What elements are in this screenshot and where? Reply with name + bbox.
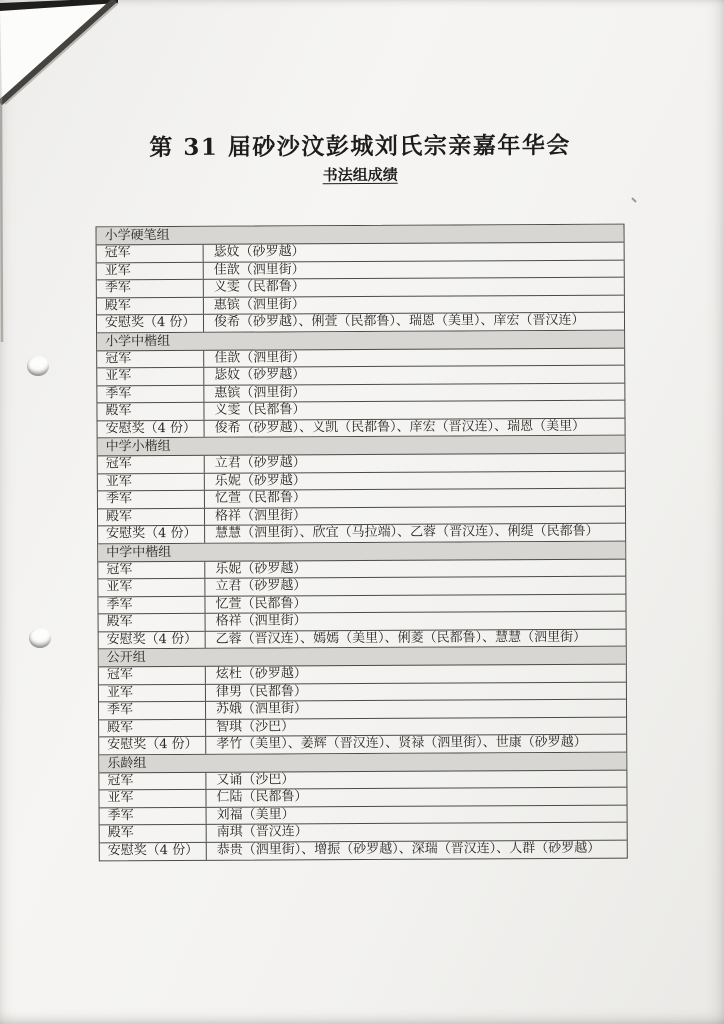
- rank-label: 殿军: [97, 403, 204, 420]
- winner-names: 南琪（晋汉连）: [216, 824, 308, 840]
- winner-names: 苏娥（泗里街）: [215, 701, 308, 717]
- winner-names: 智琪（沙巴）: [216, 718, 295, 735]
- rank-label: 亚军: [99, 684, 206, 701]
- rank-label: 冠军: [97, 350, 204, 367]
- winner-names: 立君（砂罗越）: [215, 578, 307, 594]
- winner-names: 俊希（砂罗越）、俐萱（民都鲁）、瑞恩（美里）、庠宏（晋汉连）: [213, 312, 585, 330]
- winner-names: 俊希（砂罗越）、义凯（民都鲁）、庠宏（晋汉连）、瑞恩（美里）: [214, 418, 586, 436]
- winner-names: 惠镔（泗里街）: [213, 296, 305, 313]
- winner-names: 格祥（泗里街）: [214, 507, 307, 524]
- rank-label: 殿军: [97, 297, 204, 314]
- rank-label: 冠军: [98, 456, 205, 473]
- winner-names: 义雯（民都鲁）: [213, 279, 305, 295]
- winner-names: 刘福（美里）: [216, 806, 295, 823]
- group-name: 小学硬笔组: [104, 228, 170, 244]
- results-table: [99, 752, 627, 860]
- rank-label: 亚军: [99, 790, 206, 807]
- winner-names: 义雯（民都鲁）: [214, 402, 306, 418]
- rank-label: 亚军: [98, 473, 205, 490]
- page-title: 第 31 届砂沙汶彭城刘氏宗亲嘉年华会: [149, 131, 571, 162]
- winner-names: 炫杜（砂罗越）: [215, 666, 307, 682]
- winner-names: 毖妏（砂罗越）: [214, 367, 306, 383]
- winner-names: 乐妮（砂罗越）: [215, 560, 307, 577]
- winner-names: 忆萱（民都鲁）: [215, 595, 307, 612]
- results-table: [98, 436, 626, 544]
- group-name: 公开组: [106, 650, 146, 666]
- winner-names: 毖妏（砂罗越）: [213, 244, 305, 260]
- rank-label: 安慰奖（4 份）: [97, 315, 204, 332]
- winner-names: 忆萱（民都鲁）: [214, 490, 306, 506]
- winner-names: 恭贵（泗里街）、增振（砂罗越）、深瑞（晋汉连）、人群（砂罗越）: [216, 840, 601, 858]
- rank-label: 季军: [97, 280, 204, 297]
- rank-label: 殿军: [99, 614, 206, 631]
- rank-label: 季军: [98, 491, 205, 508]
- winner-names: 佳歆（泗里街）: [213, 261, 305, 278]
- group-name: 乐龄组: [107, 755, 147, 771]
- winner-names: 仁陆（民都鲁）: [216, 789, 308, 805]
- winner-names: 乙蓉（晋汉连）、嫣嫣（美里）、俐菱（民都鲁）、慧慧（泗里街）: [215, 629, 587, 647]
- winner-names: 乐妮（砂罗越）: [214, 472, 306, 489]
- rank-label: 冠军: [99, 772, 206, 789]
- results-table: [99, 647, 627, 755]
- winner-names: 慧慧（泗里街）、欣宜（马拉端）、乙蓉（晋汉连）、俐缇（民都鲁）: [215, 523, 599, 541]
- rank-label: 冠军: [97, 245, 204, 262]
- winner-names: 佳歆（泗里街）: [214, 349, 306, 366]
- group-name: 小学中楷组: [105, 333, 171, 349]
- rank-label: 亚军: [98, 579, 205, 596]
- group-name: 中学小楷组: [105, 439, 171, 455]
- rank-label: 安慰奖（4 份）: [98, 526, 205, 543]
- rank-label: 安慰奖（4 份）: [98, 420, 205, 437]
- rank-label: 冠军: [98, 561, 205, 578]
- rank-label: 亚军: [97, 368, 204, 385]
- rank-label: 安慰奖（4 份）: [99, 631, 206, 648]
- winner-names: 惠镔（泗里街）: [214, 384, 306, 401]
- rank-label: 冠军: [99, 667, 206, 684]
- results-table: [97, 330, 625, 438]
- rank-label: 季军: [100, 807, 207, 824]
- winner-names: 又诵（沙巴）: [216, 771, 295, 788]
- rank-label: 殿军: [99, 719, 206, 736]
- rank-label: 季军: [98, 596, 205, 613]
- rank-label: 安慰奖（4 份）: [99, 737, 206, 754]
- winner-names: 律男（民都鲁）: [215, 683, 307, 700]
- rank-label: 殿军: [100, 825, 207, 842]
- winner-names: 孝竹（美里）、姜辉（晋汉连）、贤禄（泗里街）、世康（砂罗越）: [216, 734, 587, 752]
- results-tables: [96, 224, 628, 862]
- rank-label: 亚军: [97, 262, 204, 279]
- winner-names: 格祥（泗里街）: [215, 613, 307, 629]
- rank-label: 殿军: [98, 508, 205, 525]
- page-subtitle: 书法组成绩: [322, 165, 398, 185]
- results-table: [98, 541, 626, 649]
- rank-label: 季军: [99, 702, 206, 719]
- group-name: 中学中楷组: [106, 544, 172, 560]
- winner-names: 立君（砂罗越）: [214, 455, 306, 471]
- table-row: [100, 840, 627, 860]
- results-table: [97, 225, 625, 333]
- rank-label: 安慰奖（4 份）: [100, 842, 207, 860]
- rank-label: 季军: [97, 385, 204, 402]
